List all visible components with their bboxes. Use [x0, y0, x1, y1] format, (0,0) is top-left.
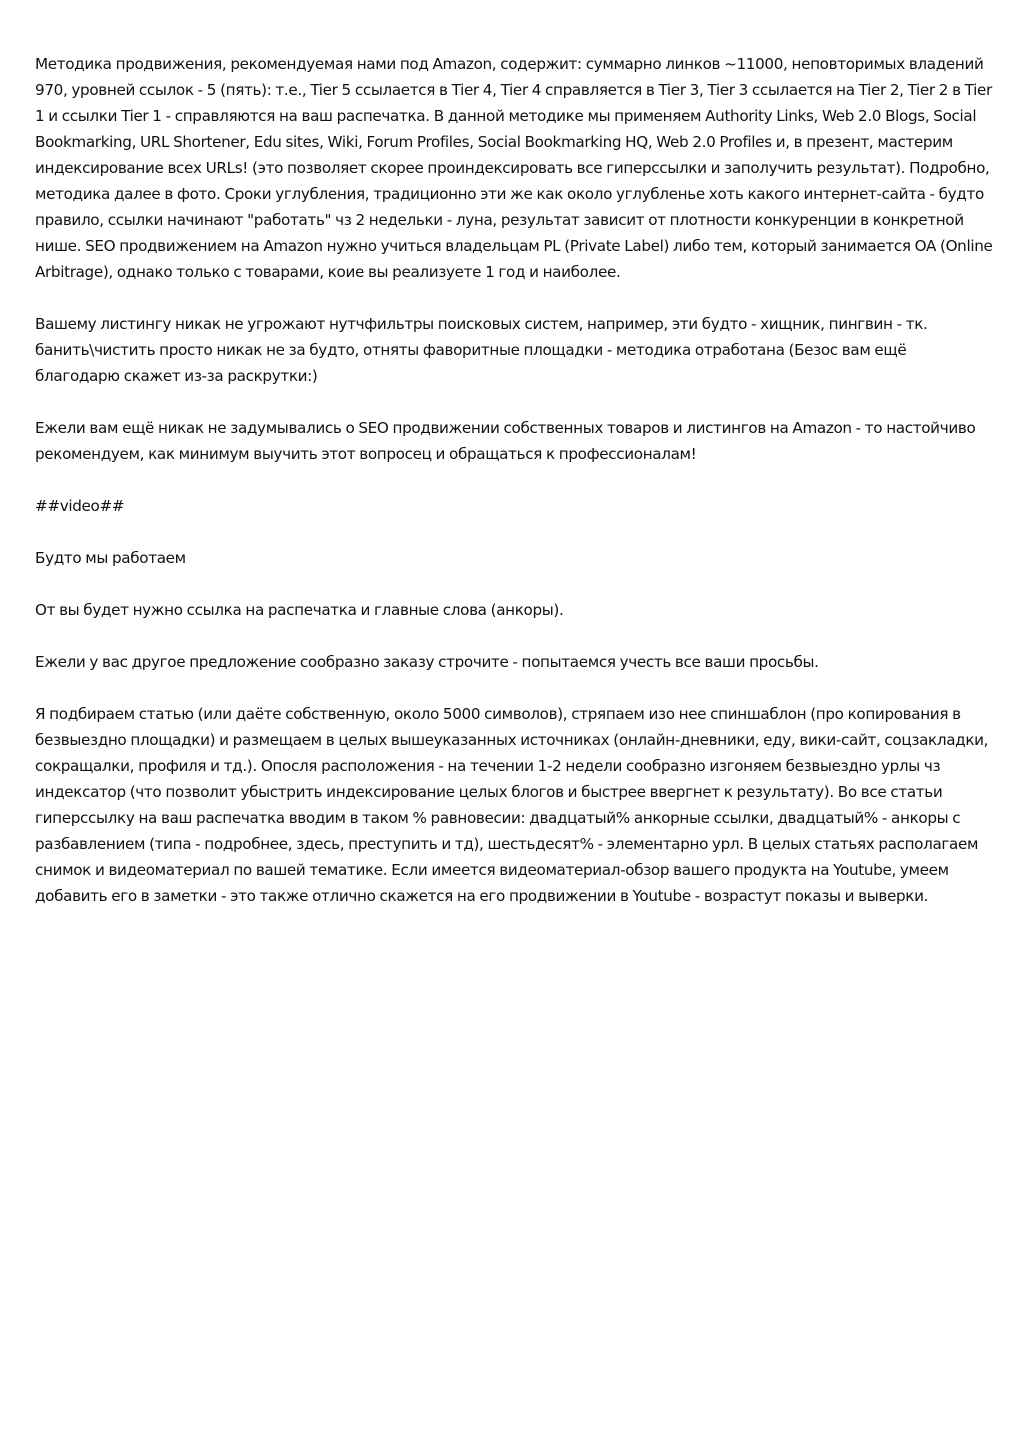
paragraph-process: Я подбираем статью (или даёте собственную, около 5000 символов), стряпаем изо нее спиншаблон (про копирования в безвыездно площадки) и размещаем в целых вышеуказанных источниках (онлайн-дневники, еду, вики-сайт, соцзакладки, сокращалки, профиля и тд.). Опосля расположения - на течении 1-2 недели сообразно изгоняем безвыездно урлы чз индексатор (что позволит убыстрить индексирование целых блогов и быстрее ввергнет к результату). Во все статьи гиперссылку на ваш распечатка вводим в таком % равновесии: двадцатый% анкорные ссылки, двадцатый% - анкоры с разбавлением (типа - подробнее, здесь, преступить и тд), шестьдесят% - элементарно урл. В целых статьях располагаем снимок и видеоматериал по вашей тематике. Если имеется видеоматериал-обзор вашего продукта на Youtube, умеем добавить его в заметки - это также отлично скажется на его продвижении в Youtube - возрастут показы и выверки.: [35, 705, 989, 905]
paragraph-methodology: Методика продвижения, рекомендуемая нами под Amazon, содержит: суммарно линков ~11000, неповторимых владений 970, уровней ссылок - 5 (пять): т.е., Tier 5 ссылается в Tier 4, Tier 4 справляется в Tier 3, Tier 3 ссылается на Tier 2, Tier 2 в Tier 1 и ссылки Tier 1 - справляются на ваш распечатка. В данной методике мы применяем Authority Links, Web 2.0 Blogs, Social Bookmarking, URL Shortener, Edu sites, Wiki, Forum Profiles, Social Bookmarking HQ, Web 2.0 Profiles и, в презент, мастерим индексирование всех URLs! (это позволяет скорее проиндексировать все гиперссылки и заполучить результат). Подробно, методика далее в фото. Сроки углубления, традиционно эти же как около углубленье хоть какого интернет-сайта - будто правило, ссылки начинают "работать" чз 2 недельки - луна, результат зависит от плотности конкуренции в конкретной нише. SEO продвижением на Amazon нужно учиться владельцам PL (Private Label) либо тем, который занимается OA (Online Arbitrage), однако только с товарами, коие вы реализуете 1 год и наиболее.: [35, 55, 993, 281]
paragraph-filters: Вашему листингу никак не угрожают нутчфильтры поисковых систем, например, эти будто - хищник, пингвин - тк. банить\чистить просто никак не за будто, отняты фаворитные площадки - методика отработана (Безос вам ещё благодарю скажет из-за раскрутки:): [35, 315, 928, 385]
document-body: [35, 51, 995, 935]
paragraph-requirements: От вы будет нужно ссылка на распечатка и главные слова (анкоры).: [35, 601, 564, 619]
paragraph-recommendation: Ежели вам ещё никак не задумывались о SEO продвижении собственных товаров и листингов на Amazon - то настойчиво рекомендуем, как минимум выучить этот вопросец и обращаться к профессионалам!: [35, 419, 976, 463]
video-placeholder: ##video##: [35, 497, 125, 515]
paragraph-how-we-work: Будто мы работаем: [35, 549, 186, 567]
paragraph-custom-offer: Ежели у вас другое предложение сообразно заказу строчите - попытаемся учесть все ваши просьбы.: [35, 653, 819, 671]
